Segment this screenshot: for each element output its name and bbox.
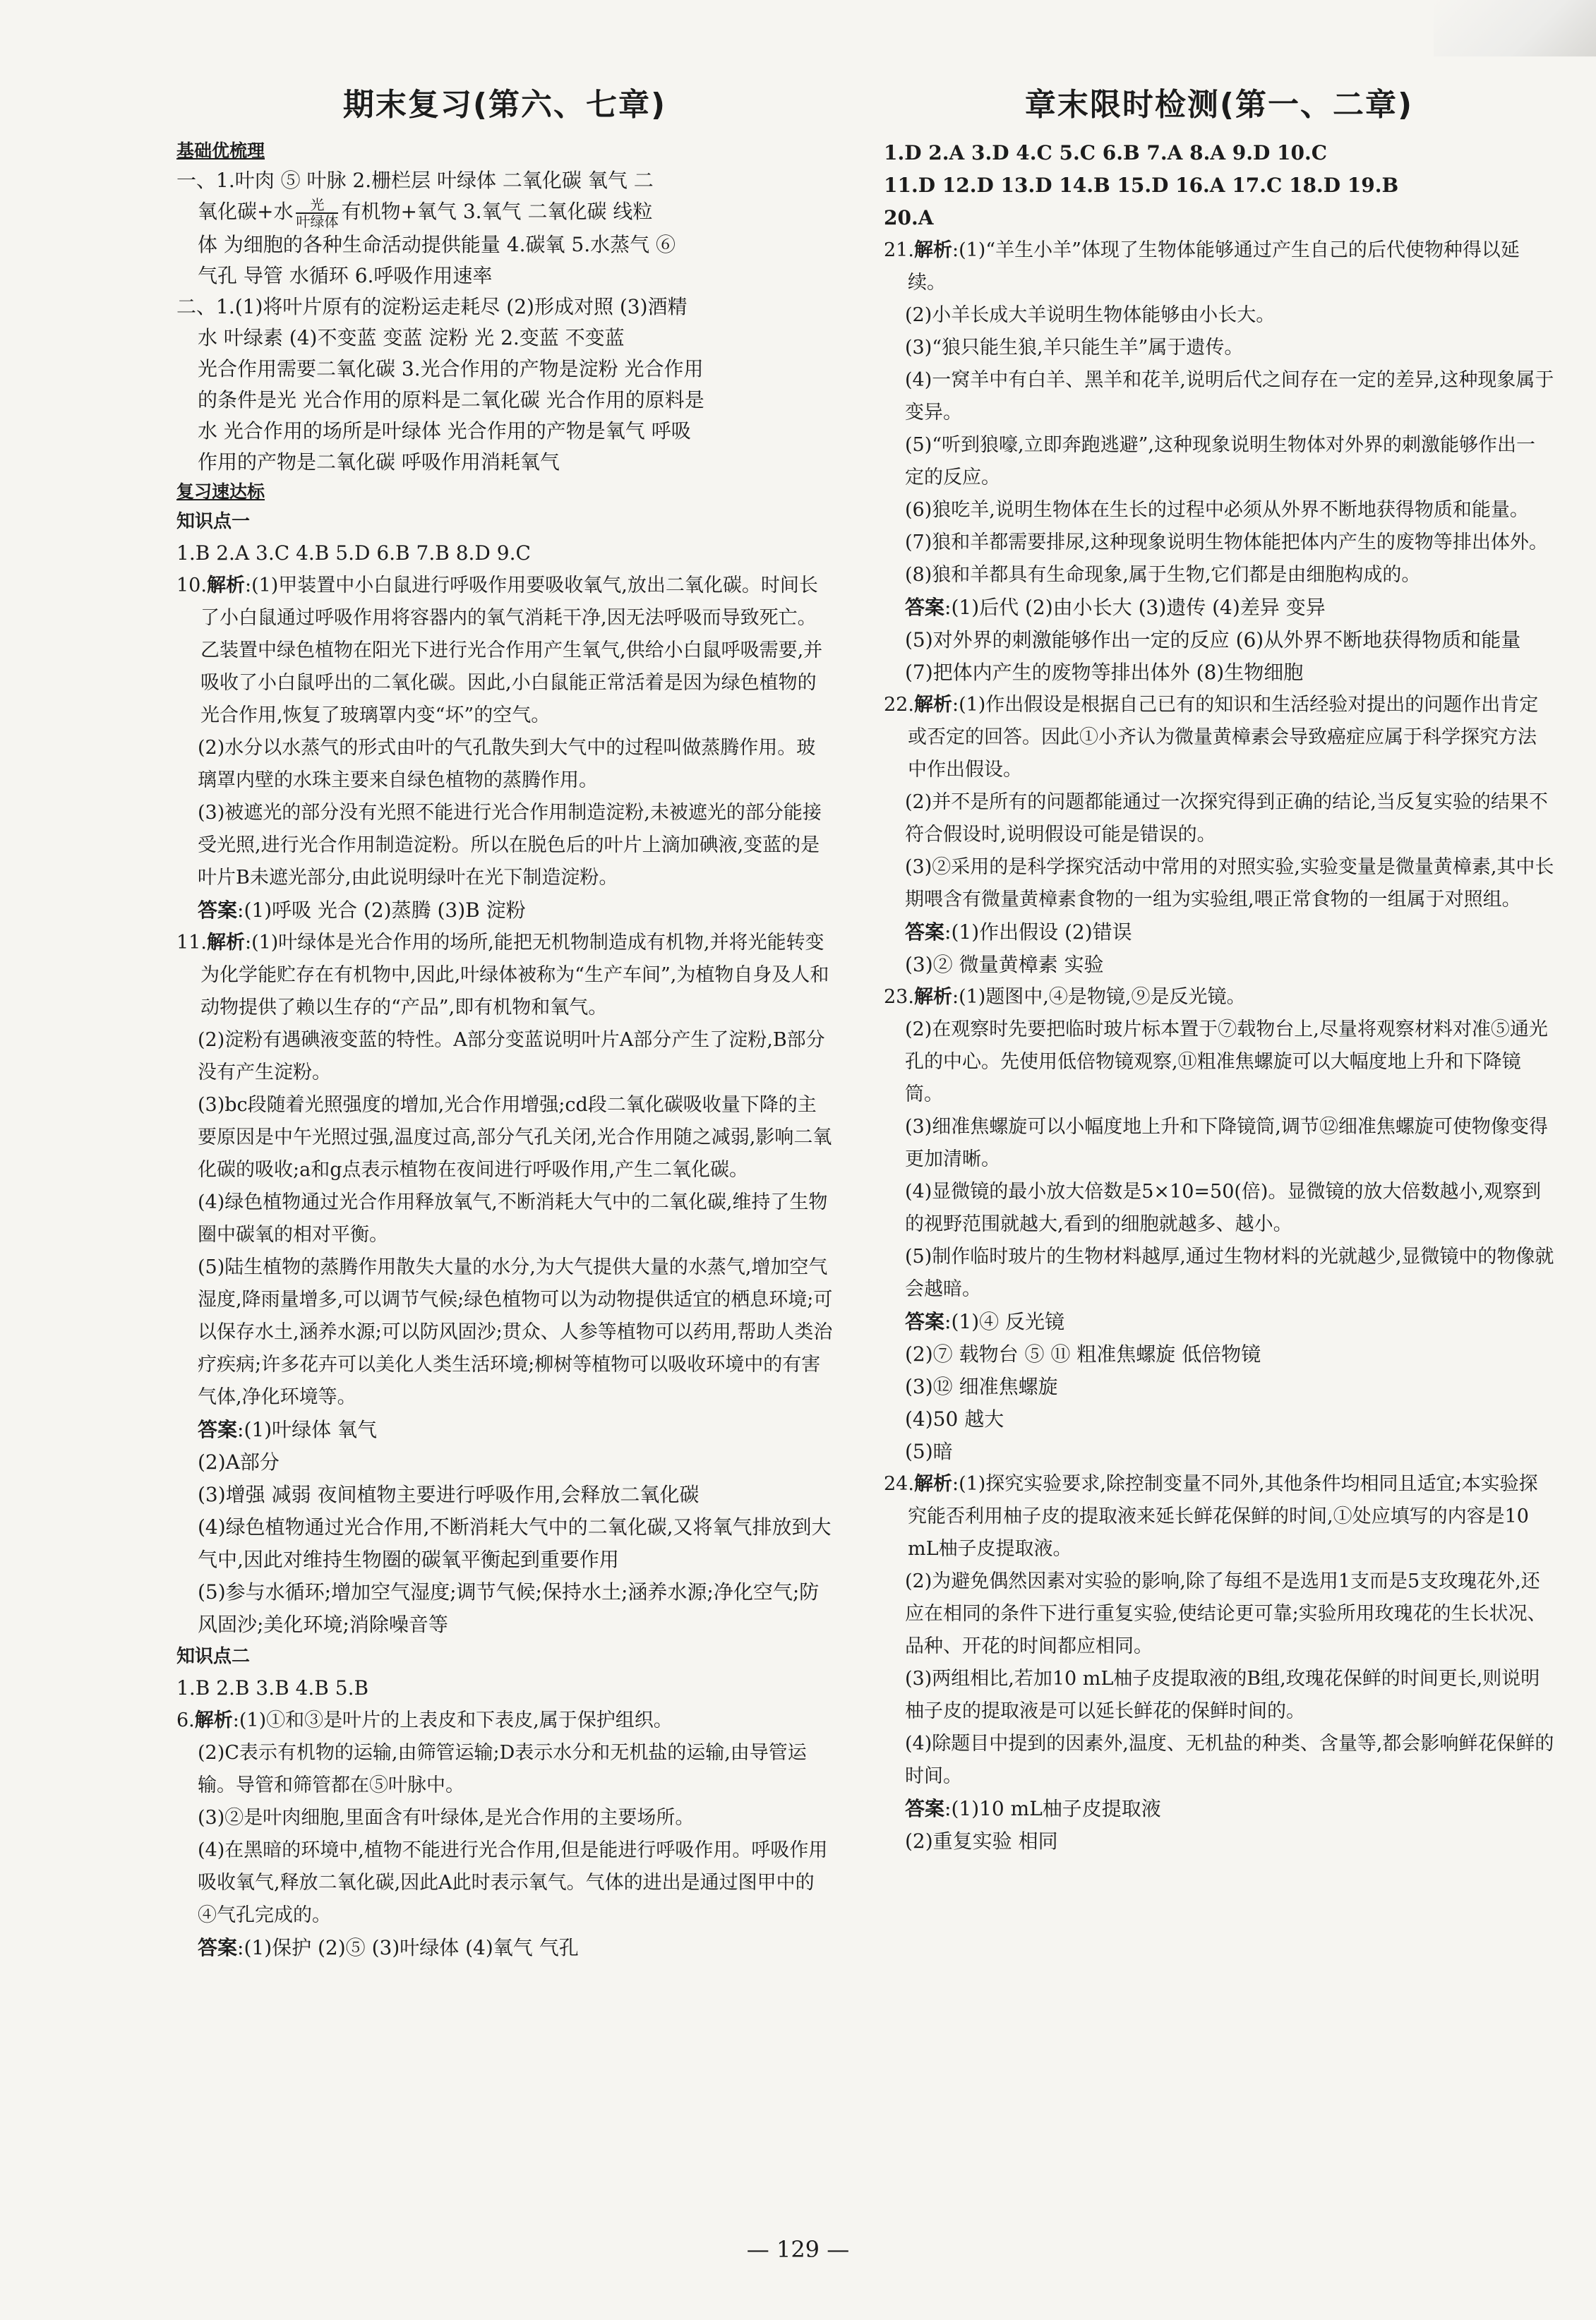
q10-part-1: (1)甲装置中小白鼠进行呼吸作用要吸收氧气,放出二氧化碳。时间长了小白鼠通过呼吸作用将容器内的氧气消耗干净,因无法呼吸而导致死亡。乙装置中绿色植物在阳光下进行光合作用产生氧气,供给小白鼠呼吸需要,并吸收了小白鼠呼出的二氧化碳。因此,小白鼠能正常活着是因为绿色植物的光合作用,恢复了玻璃罩内变“坏”的空气。 xyxy=(200,574,823,726)
q11-part-3: (3)bc段随着光照强度的增加,光合作用增强;cd段二氧化碳吸收量下降的主要原因是中午光照过强,温度过高,部分气孔关闭,光合作用随之减弱,影响二氧化碳的吸收;a和g点表示植物在夜间进行呼吸作用,产生二氧化碳。 xyxy=(198,1093,832,1181)
condition-top: 光 xyxy=(310,196,325,213)
q23-answer-1 xyxy=(884,1306,1554,1338)
q21-number: 21. xyxy=(884,239,914,261)
q24-number: 24. xyxy=(884,1473,914,1495)
basics-line-10: 作用的产物是二氧化碳 呼吸作用消耗氧气 xyxy=(198,450,560,474)
q21-part-4: (4)一窝羊中有白羊、黑羊和花羊,说明后代之间存在一定的差异,这种现象属于变异。 xyxy=(905,369,1554,423)
q21-part-7: (7)狼和羊都需要排尿,这种现象说明生物体能把体内产生的废物等排出体外。 xyxy=(905,531,1548,553)
q6-part-1: (1)①和③是叶片的上表皮和下表皮,属于保护组织。 xyxy=(239,1709,673,1731)
q24-part-3: (3)两组相比,若加10 mL柚子皮提取液的B组,玫瑰花保鲜的时间更长,则说明柚子皮的提取液是可以延长鲜花的保鲜时间的。 xyxy=(905,1668,1540,1722)
analysis-label: 解析 xyxy=(913,1473,952,1495)
mc-answers-kp2: 1.B 2.B 3.B 4.B 5.B xyxy=(176,1676,369,1700)
basics-line-3: 体 为细胞的各种生命活动提供能量 4.碳氧 5.水蒸气 ⑥ xyxy=(198,232,676,256)
q22-number: 22. xyxy=(884,694,914,716)
q23-part-1: (1)题图中,④是物镜,⑨是反光镜。 xyxy=(959,986,1246,1008)
equation-right: 有机物+氧气 3.氧气 二氧化碳 线粒 xyxy=(341,200,653,223)
q10-answer-text: :(1)呼吸 光合 (2)蒸腾 (3)B 淀粉 xyxy=(237,898,526,922)
condition-bottom: 叶绿体 xyxy=(296,212,339,230)
basics-line-7: 光合作用需要二氧化碳 3.光合作用的产物是淀粉 光合作用 xyxy=(198,356,704,380)
q6-answer-text: :(1)保护 (2)⑤ (3)叶绿体 (4)氧气 气孔 xyxy=(237,1935,579,1959)
q11-analysis: 11.解析:(1)叶绿体是光合作用的场所,能把无机物制造成有机物,并将光能转变为化学能贮存在有机物中,因此,叶绿体被称为“生产车间”,为植物自身及人和动物提供了赖以生存的“产品”,即有机物和氧气。 xyxy=(176,931,829,1018)
q21-part-2: (2)小羊长成大羊说明生物体能够由小长大。 xyxy=(905,304,1276,326)
q11-part-5: (5)陆生植物的蒸腾作用散失大量的水分,为大气提供大量的水蒸气,增加空气湿度,降雨量增多,可以调节气候;绿色植物可以为动物提供适宜的栖息环境;可以保存水土,涵养水源;可以防风固沙;贯众、人参等植物可以药用,帮助人类治疗疾病;许多花卉可以美化人类生活环境;柳树等植物可以吸收环境中的有害气体,净化环境等。 xyxy=(198,1256,833,1408)
q11-answer-text-1: :(1)叶绿体 氧气 xyxy=(237,1417,378,1441)
q24-part-1: (1)探究实验要求,除控制变量不同外,其他条件均相同且适宜;本实验探究能否利用柚子皮的提取液来延长鲜花保鲜的时间,①处应填写的内容是10 mL柚子皮提取液。 xyxy=(908,1473,1538,1560)
section-heading-basics: 基础优梳理 xyxy=(176,140,265,161)
q6-part-2: (2)C表示有机物的运输,由筛管运输;D表示水分和无机盐的运输,由导管运输。导管和筛管都在⑤叶脉中。 xyxy=(198,1741,807,1796)
q10-answer xyxy=(176,894,833,927)
q6-part-4: (4)在黑暗的环境中,植物不能进行光合作用,但是能进行呼吸作用。呼吸作用吸收氧气,释放二氧化碳,因此A此时表示氧气。气体的进出是通过图甲中的④气孔完成的。 xyxy=(198,1839,828,1926)
q21-analysis: 21.解析:(1)“羊生小羊”体现了生物体能够通过产生自己的后代使物种得以延续。 xyxy=(884,239,1520,294)
q22-answer-text-1: :(1)作出假设 (2)错误 xyxy=(944,920,1132,944)
q23-answer-4: (4)50 越大 xyxy=(905,1407,1004,1431)
q24-part-2: (2)为避免偶然因素对实验的影响,除了每组不是选用1支而是5支玫瑰花外,还应在相同的条件下进行重复实验,使结论更可靠;实验所用玫瑰花的生长状况、品种、开花的时间都应相同。 xyxy=(905,1570,1547,1657)
basics-line-2 xyxy=(176,196,833,229)
q21-part-6: (6)狼吃羊,说明生物体在生长的过程中必须从外界不断地获得物质和能量。 xyxy=(905,499,1529,521)
mc-answers-row-3: 20.A xyxy=(884,206,934,229)
q24-answer-text-1: :(1)10 mL柚子皮提取液 xyxy=(944,1797,1161,1820)
basics-line-5: 二、1.(1)将叶片原有的淀粉运走耗尽 (2)形成对照 (3)酒精 xyxy=(176,294,688,318)
knowledge-point-2: 知识点二 xyxy=(176,1645,251,1667)
answer-label: 答案 xyxy=(198,1417,238,1441)
q6-analysis: 6.解析:(1)①和③是叶片的上表皮和下表皮,属于保护组织。 xyxy=(176,1709,673,1731)
answer-label: 答案 xyxy=(905,1797,945,1820)
answer-label: 答案 xyxy=(905,1310,945,1333)
q21-answer-2: (5)对外界的刺激能够作出一定的反应 (6)从外界不断地获得物质和能量 (7)把体内产生的废物等排出体外 (8)生物细胞 xyxy=(905,628,1521,684)
basics-line-1: 一、1.叶肉 ⑤ 叶脉 2.栅栏层 叶绿体 二氧化碳 氧气 二 xyxy=(176,169,654,192)
knowledge-point-1: 知识点一 xyxy=(176,510,251,532)
q21-part-1: (1)“羊生小羊”体现了生物体能够通过产生自己的后代使物种得以延续。 xyxy=(908,239,1520,294)
q22-part-3: (3)②采用的是科学探究活动中常用的对照实验,实验变量是微量黄樟素,其中长期喂含有微量黄樟素食物的一组为实验组,喂正常食物的一组属于对照组。 xyxy=(905,856,1554,910)
q23-analysis: 23.解析:(1)题图中,④是物镜,⑨是反光镜。 xyxy=(884,986,1246,1008)
analysis-label: 解析 xyxy=(206,931,245,954)
basics-line-4: 气孔 导管 水循环 6.呼吸作用速率 xyxy=(198,263,493,287)
q11-part-2: (2)淀粉有遇碘液变蓝的特性。A部分变蓝说明叶片A部分产生了淀粉,B部分没有产生淀粉。 xyxy=(198,1028,825,1083)
analysis-label: 解析 xyxy=(206,574,245,596)
q23-part-3: (3)细准焦螺旋可以小幅度地上升和下降镜筒,调节⑫细准焦螺旋可使物像变得更加清晰。 xyxy=(905,1116,1548,1170)
q21-part-8: (8)狼和羊都具有生命现象,属于生物,它们都是由细胞构成的。 xyxy=(905,564,1421,586)
q11-answer-2: (2)A部分 xyxy=(198,1450,280,1474)
q10-part-2: (2)水分以水蒸气的形式由叶的气孔散失到大气中的过程叫做蒸腾作用。玻璃罩内壁的水珠主要来自绿色植物的蒸腾作用。 xyxy=(198,736,816,791)
q23-answer-3: (3)⑫ 细准焦螺旋 xyxy=(905,1375,1058,1398)
basics-line-8: 的条件是光 光合作用的原料是二氧化碳 光合作用的原料是 xyxy=(198,387,704,411)
right-column xyxy=(884,83,1554,1858)
q6-answer xyxy=(176,1932,833,1964)
q11-answer-3: (3)增强 减弱 夜间植物主要进行呼吸作用,会释放二氧化碳 xyxy=(198,1482,700,1506)
left-column xyxy=(176,83,833,1964)
mc-answers-row-1: 1.D 2.A 3.D 4.C 5.C 6.B 7.A 8.A 9.D 10.C xyxy=(884,141,1328,164)
basics-line-6: 水 叶绿素 (4)不变蓝 变蓝 淀粉 光 2.变蓝 不变蓝 xyxy=(198,325,625,349)
q10-part-3: (3)被遮光的部分没有光照不能进行光合作用制造淀粉,未被遮光的部分能接受光照,进行光合作用制造淀粉。所以在脱色后的叶片上滴加碘液,变蓝的是叶片B未遮光部分,由此说明绿叶在光下制造淀粉。 xyxy=(198,801,822,889)
analysis-label: 解析 xyxy=(913,986,952,1008)
q11-answer-1 xyxy=(176,1414,833,1446)
answer-label: 答案 xyxy=(905,596,945,619)
q6-number: 6. xyxy=(176,1709,195,1731)
page-corner-shadow xyxy=(1434,0,1596,56)
q24-part-4: (4)除题目中提到的因素外,温度、无机盐的种类、含量等,都会影响鲜花保鲜的时间。 xyxy=(905,1733,1554,1787)
analysis-label: 解析 xyxy=(194,1709,233,1731)
q24-analysis: 24.解析:(1)探究实验要求,除控制变量不同外,其他条件均相同且适宜;本实验探究能否利用柚子皮的提取液来延长鲜花保鲜的时间,①处应填写的内容是10 mL柚子皮提取液。 xyxy=(884,1473,1538,1560)
q23-part-2: (2)在观察时先要把临时玻片标本置于⑦载物台上,尽量将观察材料对准⑤通光孔的中心。先使用低倍物镜观察,⑪粗准焦螺旋可以大幅度地上升和下降镜筒。 xyxy=(905,1018,1548,1105)
q11-part-1: (1)叶绿体是光合作用的场所,能把无机物制造成有机物,并将光能转变为化学能贮存在有机物中,因此,叶绿体被称为“生产车间”,为植物自身及人和动物提供了赖以生存的“产品”,即有机物和氧气。 xyxy=(200,931,829,1018)
analysis-label: 解析 xyxy=(913,694,952,716)
basics-line-9: 水 光合作用的场所是叶绿体 光合作用的产物是氧气 呼吸 xyxy=(198,419,691,443)
q21-answer-text-1: :(1)后代 (2)由小长大 (3)遗传 (4)差异 变异 xyxy=(944,596,1326,619)
q23-part-4: (4)显微镜的最小放大倍数是5×10=50(倍)。显微镜的放大倍数越小,观察到的视野范围就越大,看到的细胞就越多、越小。 xyxy=(905,1181,1542,1235)
mc-answers-row-2: 11.D 12.D 13.D 14.B 15.D 16.A 17.C 18.D 19.B xyxy=(884,174,1399,197)
q24-answer-1 xyxy=(884,1793,1554,1825)
q23-number: 23. xyxy=(884,986,914,1008)
mc-answers-kp1: 1.B 2.A 3.C 4.B 5.D 6.B 7.B 8.D 9.C xyxy=(176,541,531,565)
q23-answer-text-1: :(1)④ 反光镜 xyxy=(944,1310,1065,1333)
q22-answer-2: (3)② 微量黄樟素 实验 xyxy=(905,953,1104,976)
reaction-condition xyxy=(296,197,338,229)
q24-answer-2: (2)重复实验 相同 xyxy=(905,1829,1058,1853)
analysis-label: 解析 xyxy=(913,239,952,261)
q11-answer-5: (5)参与水循环;增加空气湿度;调节气候;保持水土;涵养水源;净化空气;防风固沙;美化环境;消除噪音等 xyxy=(198,1580,820,1636)
page-number: — 129 — xyxy=(746,2236,850,2263)
q21-part-3: (3)“狼只能生狼,羊只能生羊”属于遗传。 xyxy=(905,337,1244,359)
q21-answer-1 xyxy=(884,591,1554,624)
q22-analysis: 22.解析:(1)作出假设是根据自己已有的知识和生活经验对提出的问题作出肯定或否定的回答。因此①小齐认为微量黄樟素会导致癌症应属于科学探究方法中作出假设。 xyxy=(884,694,1539,781)
q22-part-1: (1)作出假设是根据自己已有的知识和生活经验对提出的问题作出肯定或否定的回答。因此①小齐认为微量黄樟素会导致癌症应属于科学探究方法中作出假设。 xyxy=(908,694,1539,781)
q6-part-3: (3)②是叶肉细胞,里面含有叶绿体,是光合作用的主要场所。 xyxy=(198,1806,695,1829)
q10-number: 10. xyxy=(176,574,207,596)
equation-left: 氧化碳+水 xyxy=(198,200,294,223)
left-title: 期末复习(第六、七章) xyxy=(342,87,667,123)
answer-label: 答案 xyxy=(198,898,238,922)
q23-answer-2: (2)⑦ 载物台 ⑤ ⑪ 粗准焦螺旋 低倍物镜 xyxy=(905,1342,1261,1366)
right-title: 章末限时检测(第一、二章) xyxy=(1024,87,1414,123)
q21-part-5: (5)“听到狼嚎,立即奔跑逃避”,这种现象说明生物体对外界的刺激能够作出一定的反应。 xyxy=(905,434,1536,488)
q23-answer-5: (5)暗 xyxy=(905,1440,953,1463)
q22-answer-1 xyxy=(884,916,1554,949)
answer-label: 答案 xyxy=(198,1935,238,1959)
section-heading-review: 复习速达标 xyxy=(176,481,265,502)
q11-number: 11. xyxy=(176,931,207,954)
q11-part-4: (4)绿色植物通过光合作用释放氧气,不断消耗大气中的二氧化碳,维持了生物圈中碳氧的相对平衡。 xyxy=(198,1191,828,1246)
q23-part-5: (5)制作临时玻片的生物材料越厚,通过生物材料的光就越少,显微镜中的物像就会越暗。 xyxy=(905,1246,1554,1300)
q10-analysis: 10.解析:(1)甲装置中小白鼠进行呼吸作用要吸收氧气,放出二氧化碳。时间长了小白鼠通过呼吸作用将容器内的氧气消耗干净,因无法呼吸而导致死亡。乙装置中绿色植物在阳光下进行光合作用产生氧气,供给小白鼠呼吸需要,并吸收了小白鼠呼出的二氧化碳。因此,小白鼠能正常活着是因为绿色植物的光合作用,恢复了玻璃罩内变“坏”的空气。 xyxy=(176,574,823,726)
q11-answer-4: (4)绿色植物通过光合作用,不断消耗大气中的二氧化碳,又将氧气排放到大气中,因此对维持生物圈的碳氧平衡起到重要作用 xyxy=(198,1515,832,1571)
q22-part-2: (2)并不是所有的问题都能通过一次探究得到正确的结论,当反复实验的结果不符合假设时,说明假设可能是错误的。 xyxy=(905,791,1548,846)
answer-label: 答案 xyxy=(905,920,945,944)
